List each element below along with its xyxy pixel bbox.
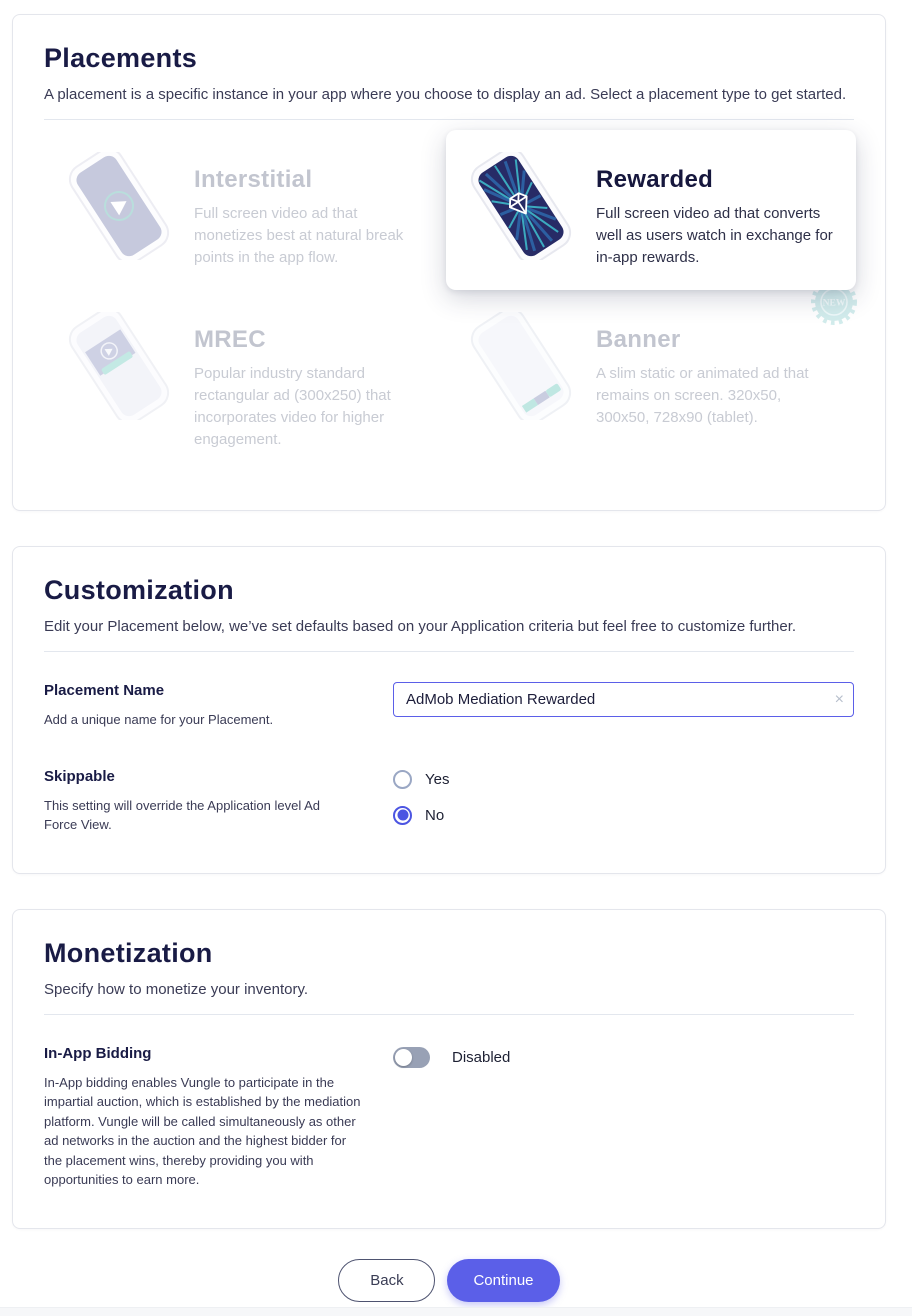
radio-label: Yes xyxy=(425,770,450,788)
skippable-row xyxy=(44,768,854,835)
placement-name-row xyxy=(44,682,854,730)
skippable-label: Skippable xyxy=(44,767,115,785)
divider xyxy=(44,119,854,120)
placement-type-title: Interstitial xyxy=(194,166,313,193)
placement-setup-page xyxy=(12,14,886,1316)
placements-card xyxy=(12,14,886,511)
placement-type-banner[interactable] xyxy=(446,290,856,472)
placement-type-title: MREC xyxy=(194,326,266,354)
toggle-knob xyxy=(395,1049,412,1066)
divider xyxy=(44,1014,854,1015)
placement-type-rewarded[interactable] xyxy=(446,130,856,290)
placement-type-grid xyxy=(44,130,854,472)
customization-card xyxy=(12,546,886,874)
continue-button[interactable]: Continue xyxy=(447,1259,559,1302)
in-app-bidding-toggle[interactable] xyxy=(393,1047,430,1068)
skippable-option-yes[interactable] xyxy=(393,770,854,789)
placement-type-mrec[interactable] xyxy=(44,290,446,472)
in-app-bidding-state: Disabled xyxy=(452,1048,511,1066)
divider xyxy=(44,651,854,652)
rewarded-phone-icon xyxy=(462,152,580,260)
skippable-help: This setting will override the Application level Ad Force View. xyxy=(44,797,321,833)
banner-phone-icon xyxy=(462,312,580,420)
monetization-card xyxy=(12,909,886,1229)
in-app-bidding-label: In-App Bidding xyxy=(44,1044,152,1062)
mrec-phone-icon xyxy=(60,312,178,420)
customization-title: Customization xyxy=(44,575,234,606)
page-bottom-strip xyxy=(0,1307,912,1316)
radio-label: No xyxy=(425,806,445,824)
in-app-bidding-row xyxy=(44,1045,854,1190)
placements-subtitle: A placement is a specific instance in your app where you choose to display an ad. Select a placement type to get started. xyxy=(44,86,847,103)
placement-type-description: Popular industry standard rectangular ad (300x250) that incorporates video for higher engagement. xyxy=(194,365,391,448)
placements-title: Placements xyxy=(44,43,198,73)
placement-name-label: Placement Name xyxy=(44,682,165,700)
in-app-bidding-help: In-App bidding enables Vungle to participate in the impartial auction, which is established by the mediation platform. Vungle will be called simultaneously as other ad networks in the auction and the highest bidder for the placement wins, thereby providing you with opportunities to earn more. xyxy=(44,1074,361,1188)
placement-type-description: Full screen video ad that converts well as users watch in exchange for in-app rewards. xyxy=(596,205,833,266)
radio-checked-icon xyxy=(393,806,412,825)
placement-name-help: Add a unique name for your Placement. xyxy=(44,712,274,728)
monetization-title: Monetization xyxy=(44,937,213,968)
placement-name-input[interactable] xyxy=(393,682,854,717)
svg-text:NEW: NEW xyxy=(822,298,846,309)
monetization-subtitle: Specify how to monetize your inventory. xyxy=(44,980,309,998)
placement-type-interstitial[interactable] xyxy=(44,130,446,290)
back-button[interactable]: Back xyxy=(338,1259,435,1302)
placement-type-title: Banner xyxy=(596,326,681,354)
clear-input-icon[interactable]: × xyxy=(834,690,844,708)
placement-type-title: Rewarded xyxy=(596,166,714,193)
radio-unchecked-icon xyxy=(393,770,412,789)
interstitial-phone-icon xyxy=(60,152,178,260)
placement-type-description: A slim static or animated ad that remains on screen. 320x50, 300x50, 728x90 (tablet). xyxy=(596,365,809,426)
customization-subtitle: Edit your Placement below, we’ve set defaults based on your Application criteria but feel free to customize further. xyxy=(44,618,797,636)
skippable-radio-group xyxy=(393,768,854,825)
skippable-option-no[interactable] xyxy=(393,806,854,825)
placement-type-description: Full screen video ad that monetizes best at natural break points in the app flow. xyxy=(194,205,404,266)
